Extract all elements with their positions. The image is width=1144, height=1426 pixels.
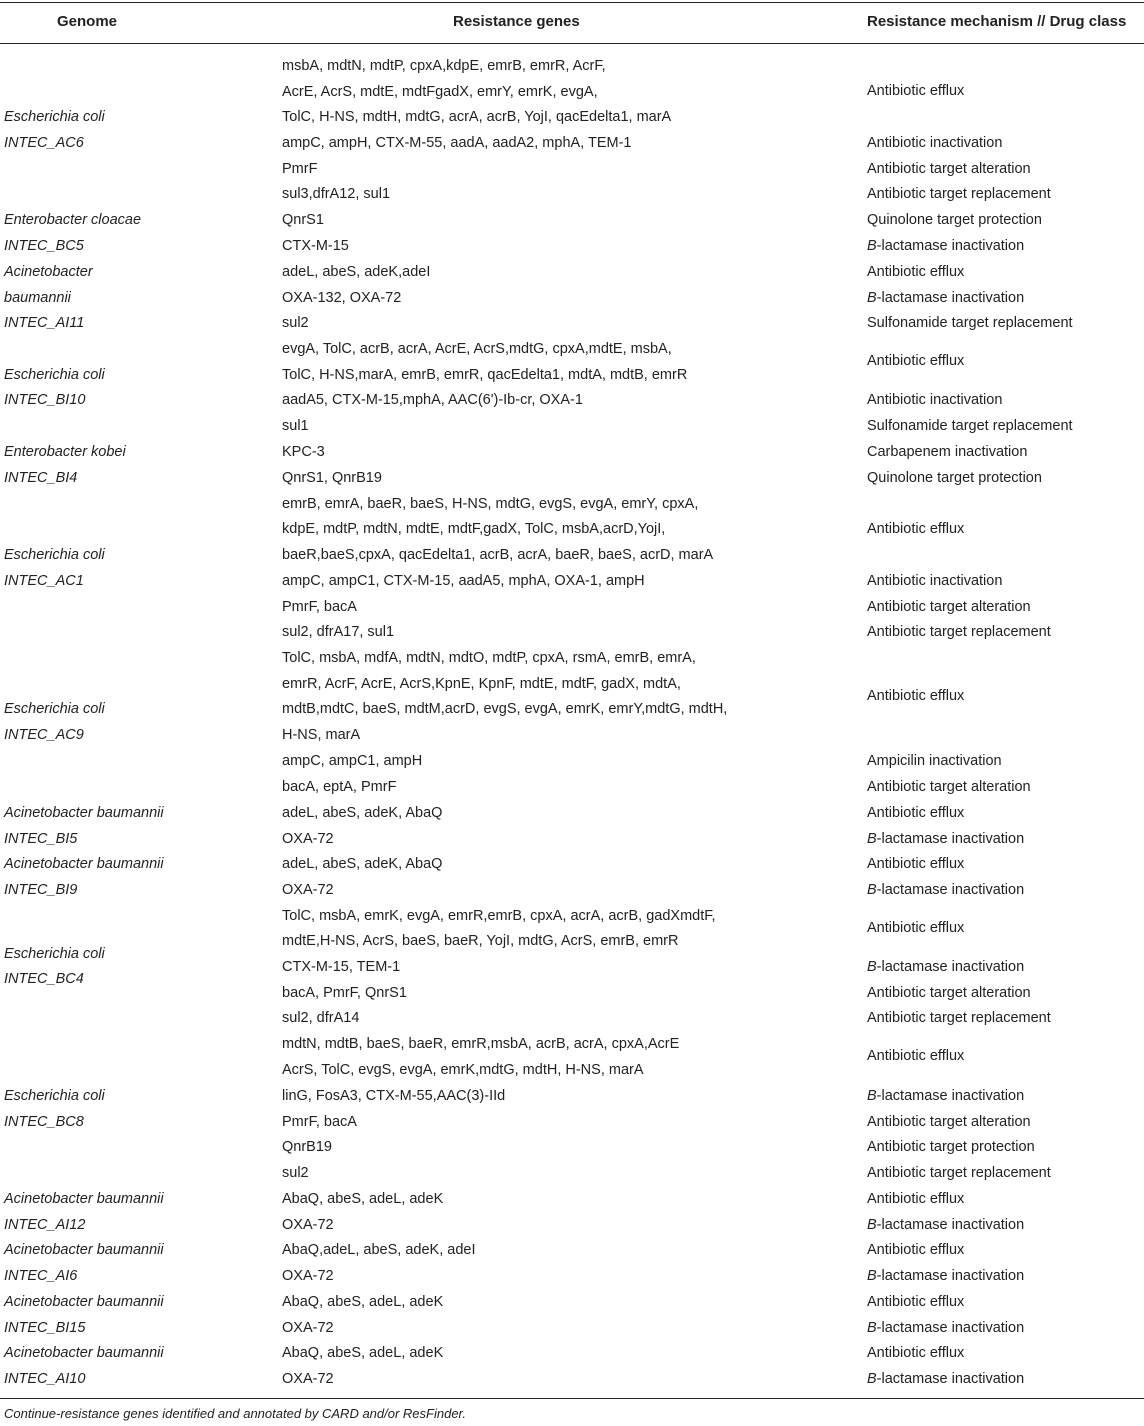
beta-prefix: B [867, 882, 877, 898]
beta-prefix: B [867, 1320, 877, 1336]
beta-prefix: B [867, 831, 877, 847]
table-top-rule [0, 2, 1144, 3]
beta-prefix: B [867, 1371, 877, 1387]
beta-prefix: B [867, 959, 877, 975]
table-bottom-rule [0, 1398, 1144, 1399]
beta-prefix: B [867, 1268, 877, 1284]
header-bottom-rule [0, 43, 1144, 44]
resistance-genes-table: Genome Resistance genes Resistance mechanism // Drug class Escherichia coli INTEC_AC6 Enterobacter cloacae INTEC_BC5 Acinetobacter baumannii INTEC_AI11 Escherichia coli INTEC_BI10 Enterobacter kobei INTEC_BI4 Escherichia coli INTEC_AC1 Escherichia coli INTEC_AC9 Acinetobacter baumannii INTEC_BI5 Acinetobacter baumannii INTEC_BI9 Escherichia coli INTEC_BC4 Escherichia coli INTEC_BC8 Acinetobacter baumannii INTEC_AI12 Acinetobacter baumannii INTEC_AI6 Acinetobacter baumannii INTEC_BI15 Acinetobacter baumannii INTEC_AI10 msbA, mdtN, mdtP, cpxA,kdpE, emrB, emrR, AcrF, AcrE, AcrS, mdtE, mdtFgadX, emrY, emrK, evgA, TolC, H-NS, mdtH, mdtG, acrA, acrB, YojI, qacEdelta1, marA ampC, ampH, CTX-M-55, aadA, aadA2, mphA, TEM-1 PmrF sul3,dfrA12, sul1 QnrS1 CTX-M-15 adeL, abeS, adeK,adeI OXA-132, OXA-72 sul2 evgA, TolC, acrB, acrA, AcrE, AcrS,mdtG, cpxA,mdtE, msbA, TolC, H-NS,marA, emrB, emrR, qacEdelta1, mdtA, mdtB, emrR aadA5, CTX-M-15,mphA, AAC(6')-Ib-cr, OXA-1 sul1 KPC-3 QnrS1, QnrB19 emrB, emrA, baeR, baeS, H-NS, mdtG, evgS, evgA, emrY, cpxA, kdpE, mdtP, mdtN, mdtE, mdtF,gadX, TolC, msbA,acrD,YojI, baeR,baeS,cpxA, qacEdelta1, acrB, acrA, baeR, baeS, acrD, marA ampC, ampC1, CTX-M-15, aadA5, mphA, OXA-1, ampH PmrF, bacA sul2, dfrA17, sul1 TolC, msbA, mdfA, mdtN, mdtO, mdtP, cpxA, rsmA, emrB, emrA, emrR, AcrF, AcrE, AcrS,KpnE, KpnF, mdtE, mdtF, gadX, mdtA, mdtB,mdtC, baeS, mdtM,acrD, evgS, evgA, emrK, emrY,mdtG, mdtH, H-NS, marA ampC, ampC1, ampH bacA, eptA, PmrF adeL, abeS, adeK, AbaQ OXA-72 adeL, abeS, adeK, AbaQ OXA-72 TolC, msbA, emrK, evgA, emrR,emrB, cpxA, acrA, acrB, gadXmdtF, mdtE,H-NS, AcrS, baeS, baeR, YojI, mdtG, AcrS, emrB, emrR CTX-M-15, TEM-1 bacA, PmrF, QnrS1 sul2, dfrA14 mdtN, mdtB, baeS, baeR, emrR,msbA, acrB, acrA, cpxA,AcrE AcrS, TolC, evgS, evgA, emrK,mdtG, mdtH, H-NS, marA linG, FosA3, CTX-M-55,AAC(3)-IId PmrF, bacA QnrB19 sul2 AbaQ, abeS, adeL, adeK OXA-72 AbaQ,adeL, abeS, adeK, adeI OXA-72 AbaQ, abeS, adeL, adeK OXA-72 AbaQ, abeS, adeL, adeK OXA-72 Antibiotic efflux Antibiotic inactivation Antibiotic target alteration Antibiotic target replacement Quinolone target protection B-lactamase inactivation Antibiotic efflux B-lactamase inactivation Sulfonamide target replacement Antibiotic efflux Antibiotic inactivation Sulfonamide target replacement Carbapenem inactivation Quinolone target protection Antibiotic efflux Antibiotic inactivation Antibiotic target alteration Antibiotic target replacement Antibiotic efflux Ampicilin inactivation Antibiotic target alteration Antibiotic efflux B-lactamase inactivation Antibiotic efflux B-lactamase inactivation Antibiotic efflux B-lactamase inactivation Antibiotic target alteration Antibiotic target replacement Antibiotic efflux B-lactamase inactivation Antibiotic target alteration Antibiotic target protection Antibiotic target replacement Antibiotic efflux B-lactamase inactivation Antibiotic efflux B-lactamase inactivation Antibiotic efflux B-lactamase inactivation Antibiotic efflux B-lactamase inactivation Continue-resistance genes identified and annotated by CARD and/or ResFinder. [0, 0, 1144, 1426]
beta-prefix: B [867, 290, 877, 306]
beta-prefix: B [867, 238, 877, 254]
beta-prefix: B [867, 1217, 877, 1233]
beta-prefix: B [867, 1088, 877, 1104]
